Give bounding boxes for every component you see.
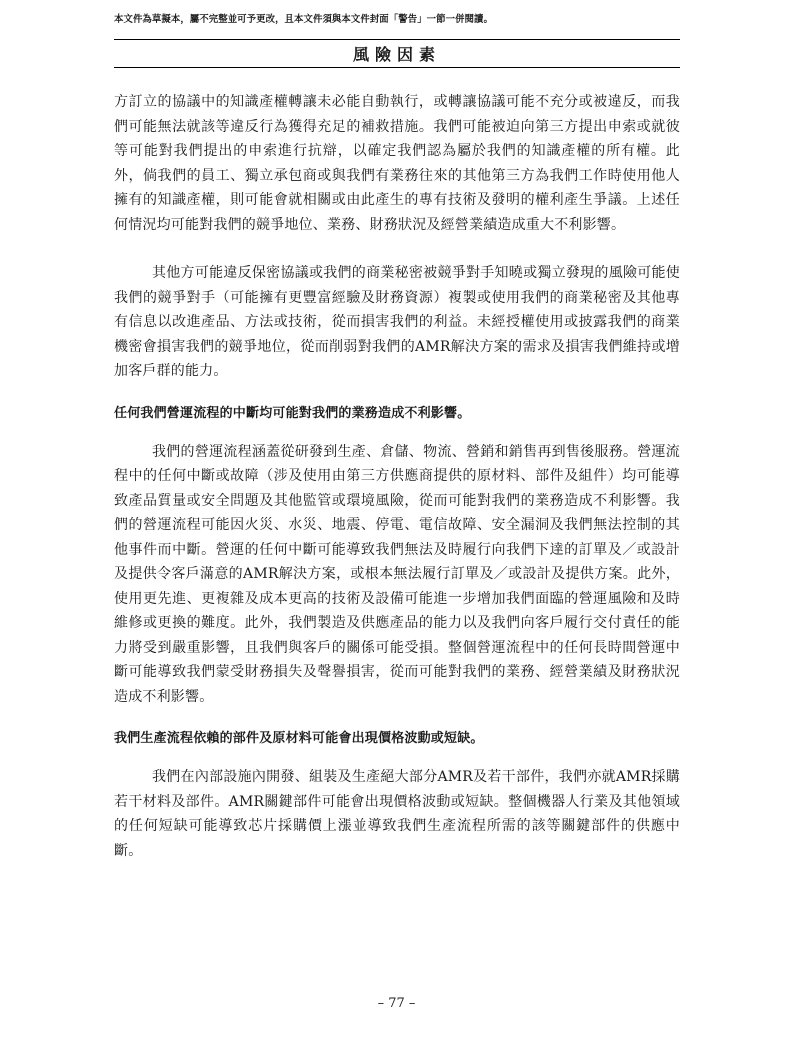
heading-operational-disruption: 任何我們營運流程的中斷均可能對我們的業務造成不利影響。: [114, 405, 471, 421]
paragraph-ip-transfer: 方訂立的協議中的知識產權轉讓未必能自動執行，或轉讓協議可能不充分或被違反，而我們可能無法就該等違反行為獲得充足的補救措施。我們可能被迫向第三方提出申索或就彼等可能對我們提出的申索進行抗辯，以確定我們認為屬於我們的知識產權的所有權。此外，倘我們的員工、獨立承包商或與我們有業務往來的其他第三方為我們工作時使用他人擁有的知識產權，則可能會就相關或由此產生的專有技術及發明的權利產生爭議。上述任何情況均可能對我們的競爭地位、業務、財務狀況及經營業績造成重大不利影響。: [114, 94, 680, 233]
paragraph-component-shortage: 我們在內部設施內開發、組裝及生產絕大部分AMR及若干部件，我們亦就AMR採購若干材料及部件。AMR關鍵部件可能會出現價格波動或短缺。整個機器人行業及其他領域的任何短缺可能導致芯片採購價上漲並導致我們生產流程所需的該等關鍵部件的供應中斷。: [114, 769, 680, 859]
header-rule-bottom: [114, 67, 680, 68]
paragraph-trade-secrets: 其他方可能違反保密協議或我們的商業秘密被競爭對手知曉或獨立發現的風險可能使我們的競爭對手（可能擁有更豐富經驗及財務資源）複製或使用我們的商業秘密及其他專有信息以改進產品、方法或技術，從而損害我們的利益。未經授權使用或披露我們的商業機密會損害我們的競爭地位，從而削弱對我們的AMR解決方案的需求及損害我們維持或增加客戶群的能力。: [114, 265, 680, 379]
document-body: [114, 90, 680, 863]
draft-disclaimer: 本文件為草擬本，屬不完整並可予更改，且本文件須與本文件封面「警告」一節一併閱讀。: [114, 14, 494, 25]
header-rule-top: [114, 39, 680, 40]
page-number: – 77 –: [377, 996, 416, 1011]
section-title: 風險因素: [352, 45, 441, 64]
paragraph-operational-disruption: 我們的營運流程涵蓋從研發到生產、倉儲、物流、營銷和銷售再到售後服務。營運流程中的任何中斷或故障（涉及使用由第三方供應商提供的原材料、部件及組件）均可能導致產品質量或安全問題及其他監管或環境風險，從而可能對我們的業務造成不利影響。我們的營運流程可能因火災、水災、地震、停電、電信故障、安全漏洞及我們無法控制的其他事件而中斷。營運的任何中斷可能導致我們無法及時履行向我們下達的訂單及／或設計及提供令客戶滿意的AMR解決方案，或根本無法履行訂單及／或設計及提供方案。此外，使用更先進、更複雜及成本更高的技術及設備可能進一步增加我們面臨的營運風險和及時維修或更換的難度。此外，我們製造及供應產品的能力以及我們向客戶履行交付責任的能力將受到嚴重影響，且我們與客戶的關係可能受損。整個營運流程中的任何長時間營運中斷可能導致我們蒙受財務損失及聲譽損害，從而可能對我們的業務、經營業績及財務狀況造成不利影響。: [114, 443, 680, 705]
heading-component-shortage: 我們生產流程依賴的部件及原材料可能會出現價格波動或短缺。: [114, 731, 484, 746]
